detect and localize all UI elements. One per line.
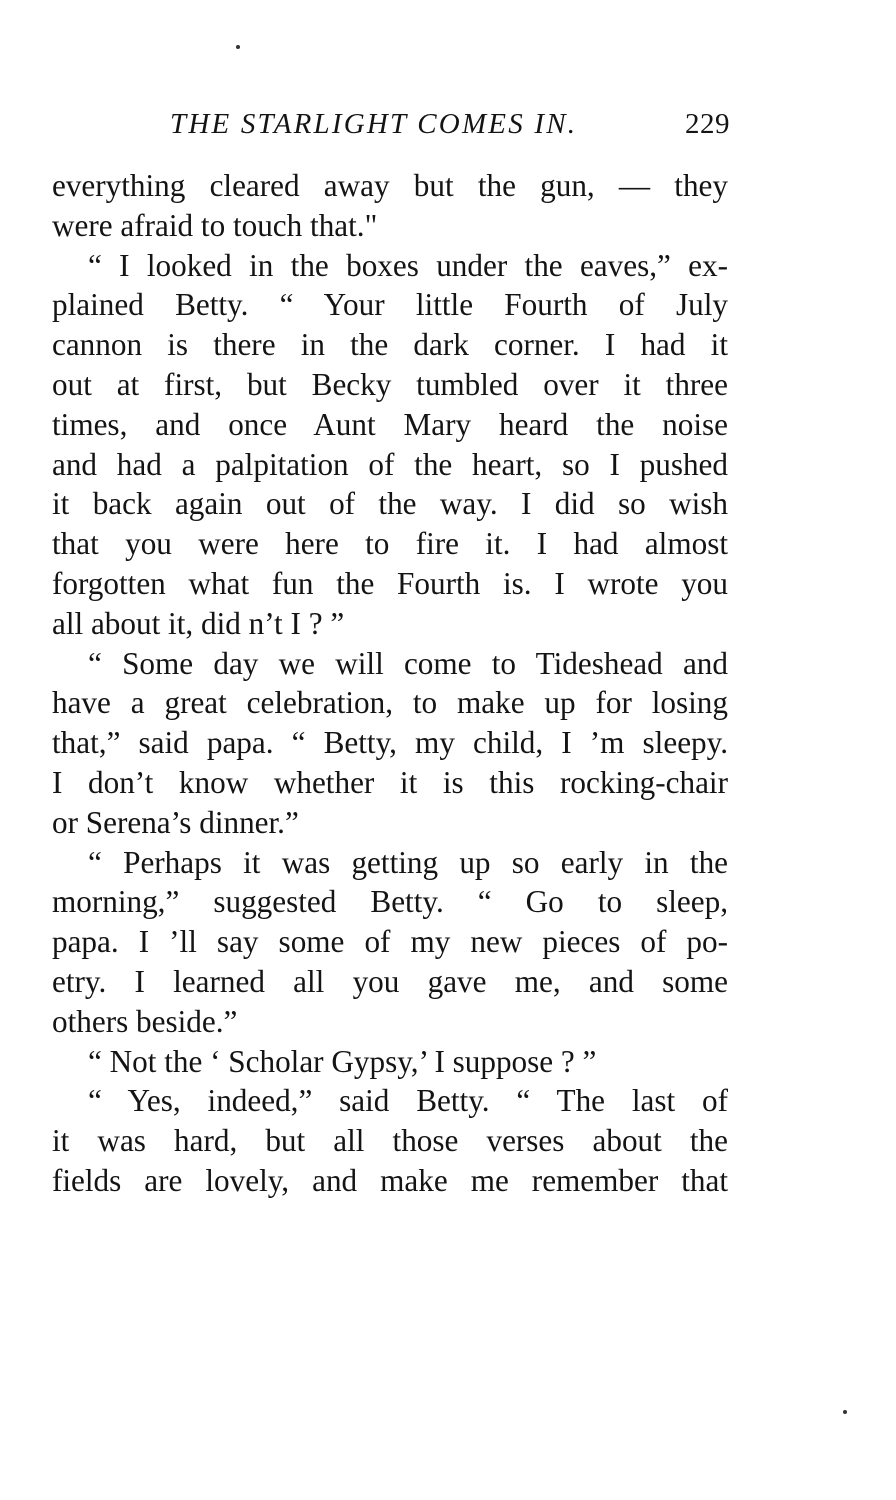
text-line: that,” said papa. “ Betty, my child, I ’m sleepy. (52, 725, 728, 761)
text-line: forgotten what fun the Fourth is. I wrote you (52, 565, 728, 601)
text-line: everything cleared away but the gun, — they (52, 168, 728, 203)
text-line: or Serena’s dinner.” (52, 804, 299, 840)
body-text (52, 166, 728, 1201)
text-line: and had a palpitation of the heart, so I pushed (52, 446, 728, 482)
text-line: have a great celebration, to make up for losing (52, 685, 728, 721)
running-title: THE STARLIGHT COMES IN. (170, 108, 578, 140)
text-line: all about it, did n’t I ? ” (52, 605, 345, 641)
text-line: “ Perhaps it was getting up so early in the (88, 844, 728, 880)
text-line: others beside.” (52, 1003, 238, 1039)
page-number: 229 (685, 108, 730, 140)
text-line: it was hard, but all those verses about the (52, 1123, 728, 1159)
ink-speck (236, 45, 240, 49)
text-line: “ I looked in the boxes under the eaves,” ex- (88, 247, 728, 283)
text-line: “ Some day we will come to Tideshead and (88, 645, 728, 681)
text-line: were afraid to touch that." (52, 207, 378, 243)
text-line: cannon is there in the dark corner. I had it (52, 327, 728, 363)
text-line: I don’t know whether it is this rocking-chair (52, 764, 728, 800)
text-line: out at first, but Becky tumbled over it three (52, 366, 728, 402)
text-line: that you were here to fire it. I had almost (52, 526, 728, 562)
text-line: times, and once Aunt Mary heard the noise (52, 406, 728, 442)
text-line: “ Yes, indeed,” said Betty. “ The last of (88, 1083, 728, 1119)
text-line: etry. I learned all you gave me, and some (52, 963, 728, 999)
text-line: morning,” suggested Betty. “ Go to sleep, (52, 884, 728, 920)
text-line: fields are lovely, and make me remember that (52, 1162, 728, 1198)
ink-speck (843, 1410, 847, 1414)
text-line: papa. I ’ll say some of my new pieces of po- (52, 924, 728, 960)
text-line: plained Betty. “ Your little Fourth of July (52, 287, 728, 323)
page-header (52, 104, 730, 144)
text-line: “ Not the ‘ Scholar Gypsy,’ I suppose ? ” (88, 1043, 597, 1079)
text-line: it back again out of the way. I did so wish (52, 486, 728, 522)
